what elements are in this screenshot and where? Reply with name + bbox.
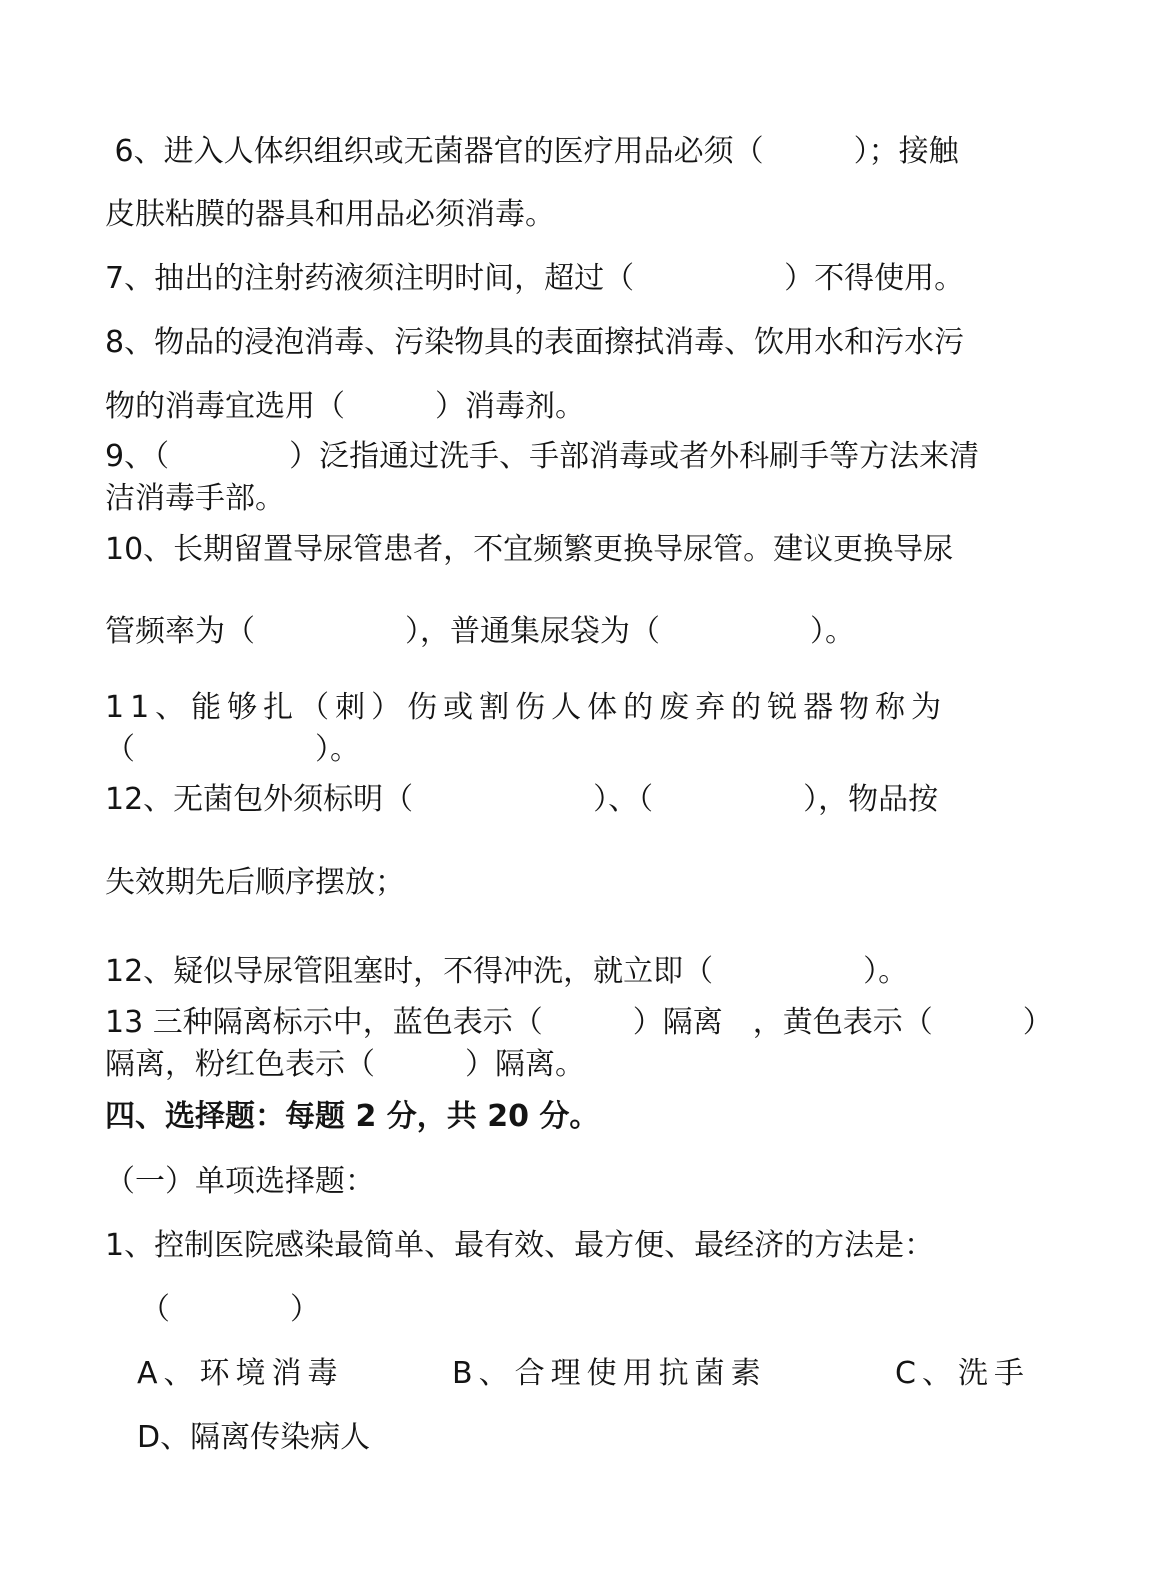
mc-question-1: 1、控制医院感染最简单、最有效、最方便、最经济的方法是： xyxy=(105,1228,935,1263)
question-10-line-1: 10、长期留置导尿管患者，不宜频繁更换导尿管。建议更换导尿 xyxy=(105,532,954,567)
question-8-line-2: 物的消毒宜选用（ ）消毒剂。 xyxy=(105,389,585,424)
mc-question-1-answer-blank: （ ） xyxy=(140,1292,320,1327)
question-12-line-1: 12、无菌包外须标明（ ）、（ ），物品按 xyxy=(105,782,939,817)
question-9-line-1: 9、（ ）泛指通过洗手、手部消毒或者外科刷手等方法来清 xyxy=(105,439,980,474)
option-a: A、环境消毒 xyxy=(137,1356,344,1391)
question-12b: 12、疑似导尿管阻塞时，不得冲洗，就立即（ ）。 xyxy=(105,954,909,989)
question-8-line-1: 8、物品的浸泡消毒、污染物具的表面擦拭消毒、饮用水和污水污 xyxy=(105,325,965,360)
question-7: 7、抽出的注射药液须注明时间，超过（ ）不得使用。 xyxy=(105,261,965,296)
question-10-line-2: 管频率为（ ），普通集尿袋为（ ）。 xyxy=(105,614,855,649)
option-c: C、洗手 xyxy=(895,1356,1030,1391)
question-6-line-2: 皮肤粘膜的器具和用品必须消毒。 xyxy=(105,197,555,232)
option-b: B、合理使用抗菌素 xyxy=(452,1356,767,1391)
question-13-line-1: 13 三种隔离标示中，蓝色表示（ ）隔离 ，黄色表示（ ） xyxy=(105,1005,1053,1040)
subsection-single-choice: （一）单项选择题： xyxy=(105,1164,375,1199)
question-11-line-1: 11、能够扎（刺）伤或割伤人体的废弃的锐器物称为 xyxy=(105,690,948,725)
question-11-line-2: （ ）。 xyxy=(105,732,360,767)
question-9-line-2: 洁消毒手部。 xyxy=(105,481,285,516)
section-4-heading: 四、选择题：每题 2 分，共 20 分。 xyxy=(105,1099,600,1134)
option-d: D、隔离传染病人 xyxy=(137,1420,371,1455)
question-6-line-1: 6、进入人体织组织或无菌器官的医疗用品必须（ ）；接触 xyxy=(105,134,959,169)
question-13-line-2: 隔离，粉红色表示（ ）隔离。 xyxy=(105,1047,585,1082)
question-12-line-2: 失效期先后顺序摆放； xyxy=(105,865,405,900)
